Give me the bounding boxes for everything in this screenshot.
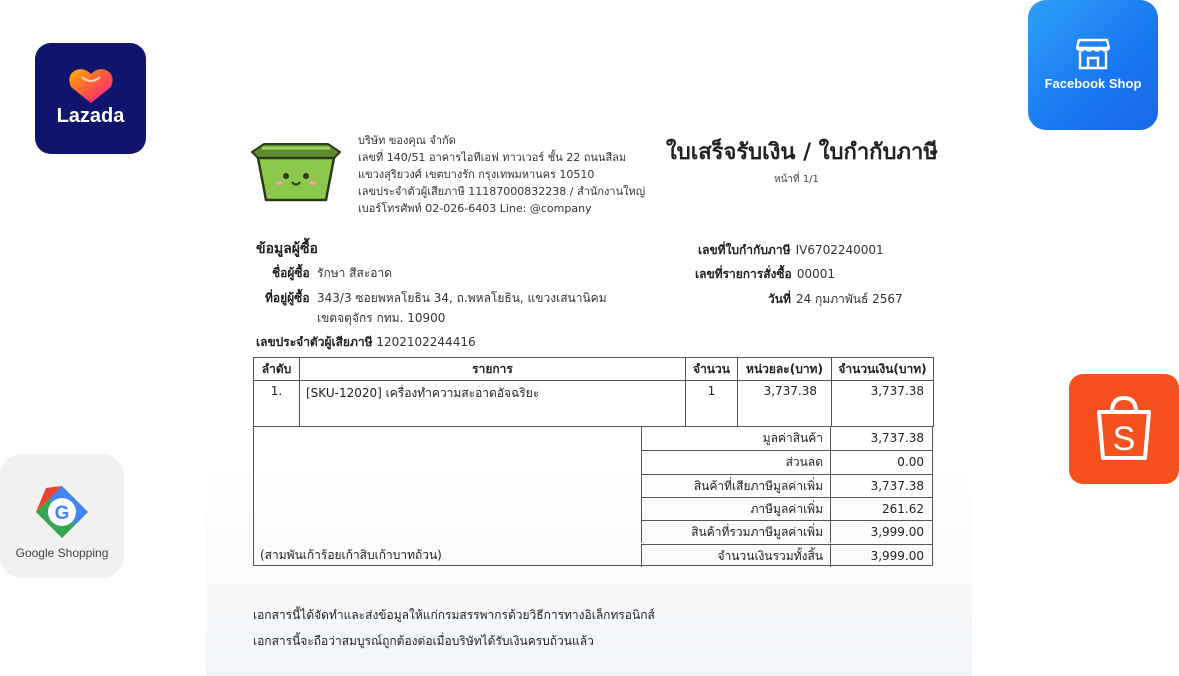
- order-number-label: เลขที่รายการสั่งซื้อ: [695, 267, 792, 281]
- note-line1: เอกสารนี้ได้จัดทำและส่งข้อมูลให้แก่กรมสรรพากรด้วยวิธีการทางอิเล็กทรอนิกส์: [253, 608, 655, 622]
- col-header-qty: จำนวน: [686, 358, 738, 381]
- google-shopping-badge[interactable]: [0, 454, 124, 578]
- buyer-address-line1: 343/3 ซอยพหลโยธิน 34, ถ.พหลโยธิน, แขวงเสนานิคม: [317, 291, 607, 305]
- summary-value: 3,999.00: [870, 548, 924, 563]
- document-title: ใบเสร็จรับเงิน / ใบกำกับภาษี: [666, 140, 938, 165]
- facebook-shop-badge[interactable]: [1028, 0, 1158, 130]
- amount-in-words: (สามพันเก้าร้อยเก้าสิบเก้าบาทถ้วน): [260, 548, 442, 562]
- company-phone: เบอร์โทรศัพท์ 02-026-6403 Line: @company: [358, 202, 592, 215]
- company-address-line1: เลขที่ 140/51 อาคารไอทีเอฟ ทาวเวอร์ ชั้น 22 ถนนสีลม: [358, 151, 627, 164]
- summary-value: 3,737.38: [870, 431, 924, 445]
- summary-value: 3,737.38: [870, 478, 924, 493]
- table-header-row: [254, 358, 934, 381]
- lazada-heart-icon: [68, 65, 114, 105]
- summary-box: [253, 426, 933, 566]
- svg-text:G: G: [54, 503, 70, 524]
- row-qty: 1: [686, 381, 738, 427]
- table-row: [254, 381, 934, 427]
- buyer-taxid-label: เลขประจำตัวผู้เสียภาษี: [256, 335, 373, 349]
- order-number-row: [695, 263, 835, 284]
- google-shopping-tag-icon: [32, 482, 92, 540]
- company-info: [358, 132, 645, 217]
- page-number: หน้าที่ 1/1: [774, 174, 819, 185]
- order-number: 00001: [796, 267, 836, 281]
- col-header-item: รายการ: [300, 358, 686, 381]
- date-label: วันที่: [768, 292, 791, 306]
- summary-row: [641, 544, 933, 567]
- buyer-taxid: 1202102244416: [376, 335, 476, 349]
- invoice-number-row: [698, 239, 884, 260]
- invoice-date: 24 กุมภาพันธ์ 2567: [795, 292, 903, 306]
- buyer-section-title: ข้อมูลผู้ซื้อ: [256, 241, 318, 257]
- company-name: บริษัท ของคุณ จำกัด: [358, 134, 456, 147]
- buyer-name-label: ชื่อผู้ซื้อ: [272, 266, 310, 280]
- google-shopping-label: Google Shopping: [15, 546, 109, 560]
- summary-label: ภาษีมูลค่าเพิ่ม: [641, 498, 831, 520]
- summary-row: [641, 520, 933, 543]
- facebook-shop-label: Facebook Shop: [1044, 76, 1142, 91]
- summary-row: [641, 474, 933, 497]
- col-header-amount: จำนวนเงิน(บาท): [832, 358, 934, 381]
- col-header-unit-price: หน่วยละ(บาท): [738, 358, 832, 381]
- lazada-badge[interactable]: [35, 43, 146, 154]
- buyer-taxid-row: [256, 333, 476, 352]
- basket-logo-icon: [250, 142, 342, 204]
- summary-value: 261.62: [882, 501, 924, 516]
- buyer-address-label: ที่อยู่ผู้ซื้อ: [265, 291, 310, 305]
- row-no: 1.: [254, 381, 300, 427]
- summary-row: [641, 450, 933, 473]
- buyer-name: รักษา สีสะอาด: [317, 266, 393, 280]
- date-row: [768, 288, 903, 309]
- storefront-icon: [1076, 38, 1110, 70]
- lazada-label: Lazada: [56, 105, 125, 127]
- note-line2: เอกสารนี้จะถือว่าสมบูรณ์ถูกต้องต่อเมื่อบริษัทได้รับเงินครบถ้วนแล้ว: [253, 634, 594, 648]
- summary-label: จำนวนเงินรวมทั้งสิ้น: [641, 545, 831, 567]
- col-header-no: ลำดับ: [254, 358, 300, 381]
- summary-value: 3,999.00: [870, 525, 924, 540]
- shopee-letter: S: [1112, 420, 1136, 458]
- summary-label: สินค้าที่รวมภาษีมูลค่าเพิ่ม: [641, 521, 831, 543]
- summary-row: [641, 497, 933, 520]
- company-address-line2: แขวงสุริยวงศ์ เขตบางรัก กรุงเทพมหานคร 10510: [358, 168, 595, 181]
- company-taxid: เลขประจำตัวผู้เสียภาษี 11187000832238 / สำนักงานใหญ่: [358, 185, 646, 198]
- shopee-badge[interactable]: [1069, 374, 1179, 484]
- buyer-address-line2: เขตจตุจักร กทม. 10900: [317, 311, 446, 325]
- row-unit-price: 3,737.38: [738, 381, 832, 427]
- shopee-bag-icon: [1095, 394, 1153, 462]
- summary-row: [641, 427, 933, 450]
- invoice-number-label: เลขที่ใบกำกับภาษี: [698, 243, 791, 257]
- summary-label: สินค้าที่เสียภาษีมูลค่าเพิ่ม: [641, 475, 831, 497]
- summary-value: 0.00: [897, 455, 924, 470]
- invoice-number: IV6702240001: [795, 243, 884, 257]
- row-amount: 3,737.38: [832, 381, 934, 427]
- summary-label: ส่วนลด: [641, 451, 831, 473]
- row-item: [SKU-12020] เครื่องทำความสะอาดอัจฉริยะ: [300, 381, 686, 427]
- items-table: [253, 357, 934, 427]
- summary-label: มูลค่าสินค้า: [641, 427, 831, 450]
